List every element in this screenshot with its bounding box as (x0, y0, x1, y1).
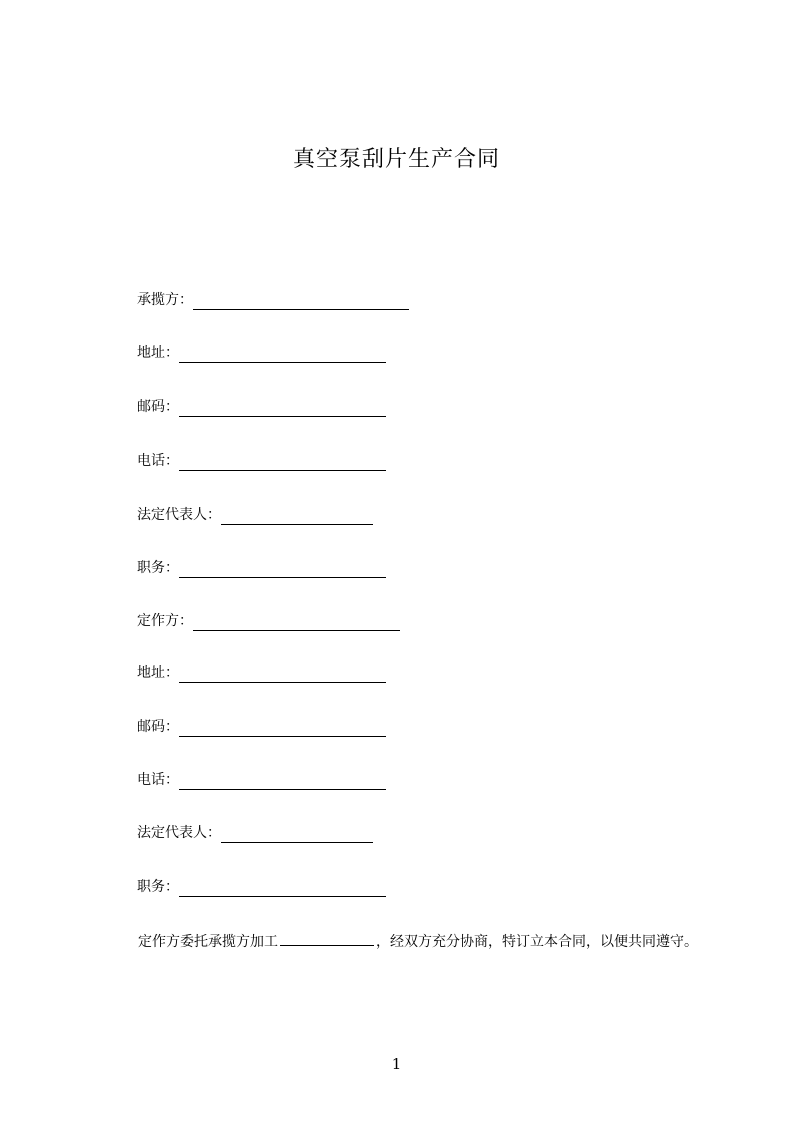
document-title: 真空泵刮片生产合同 (292, 147, 500, 172)
client-address-blank (179, 667, 386, 683)
contractor-phone-label: 电话： (137, 453, 179, 469)
client-postcode-blank (179, 721, 386, 737)
contractor-phone-field (137, 451, 386, 471)
contractor-postcode-field (137, 397, 386, 417)
product-blank (280, 931, 374, 946)
client-position-blank (179, 881, 386, 897)
contractor-party-field (137, 290, 409, 310)
contractor-postcode-label: 邮码： (137, 399, 179, 415)
client-phone-blank (179, 774, 386, 790)
client-address-label: 地址： (137, 665, 179, 681)
contractor-position-field (137, 558, 386, 578)
client-party-blank (193, 615, 400, 631)
contractor-legal-rep-field (137, 505, 373, 525)
client-phone-label: 电话： (137, 772, 179, 788)
client-legal-rep-label: 法定代表人： (137, 825, 221, 841)
client-postcode-label: 邮码： (137, 719, 179, 735)
contractor-address-blank (179, 347, 386, 363)
contractor-postcode-blank (179, 401, 386, 417)
contractor-position-label: 职务： (137, 560, 179, 576)
client-legal-rep-blank (221, 827, 373, 843)
client-party-field (137, 611, 400, 631)
contractor-party-label: 承揽方： (137, 292, 193, 308)
contractor-legal-rep-blank (221, 509, 373, 525)
client-phone-field (137, 770, 386, 790)
contractor-party-blank (193, 294, 409, 310)
client-party-label: 定作方： (137, 613, 193, 629)
contractor-position-blank (179, 562, 386, 578)
contractor-address-label: 地址： (137, 345, 179, 361)
page-number: 1 (391, 1055, 402, 1073)
contractor-legal-rep-label: 法定代表人： (137, 507, 221, 523)
client-legal-rep-field (137, 823, 373, 843)
client-address-field (137, 663, 386, 683)
contractor-phone-blank (179, 455, 386, 471)
client-position-field (137, 877, 386, 897)
contractor-address-field (137, 343, 386, 363)
client-postcode-field (137, 717, 386, 737)
intro-text-before: 定作方委托承揽方加工 (138, 934, 278, 950)
client-position-label: 职务： (137, 879, 179, 895)
intro-paragraph (104, 929, 708, 955)
intro-text-after: ，经双方充分协商，特订立本合同，以便共同遵守。 (376, 934, 698, 950)
